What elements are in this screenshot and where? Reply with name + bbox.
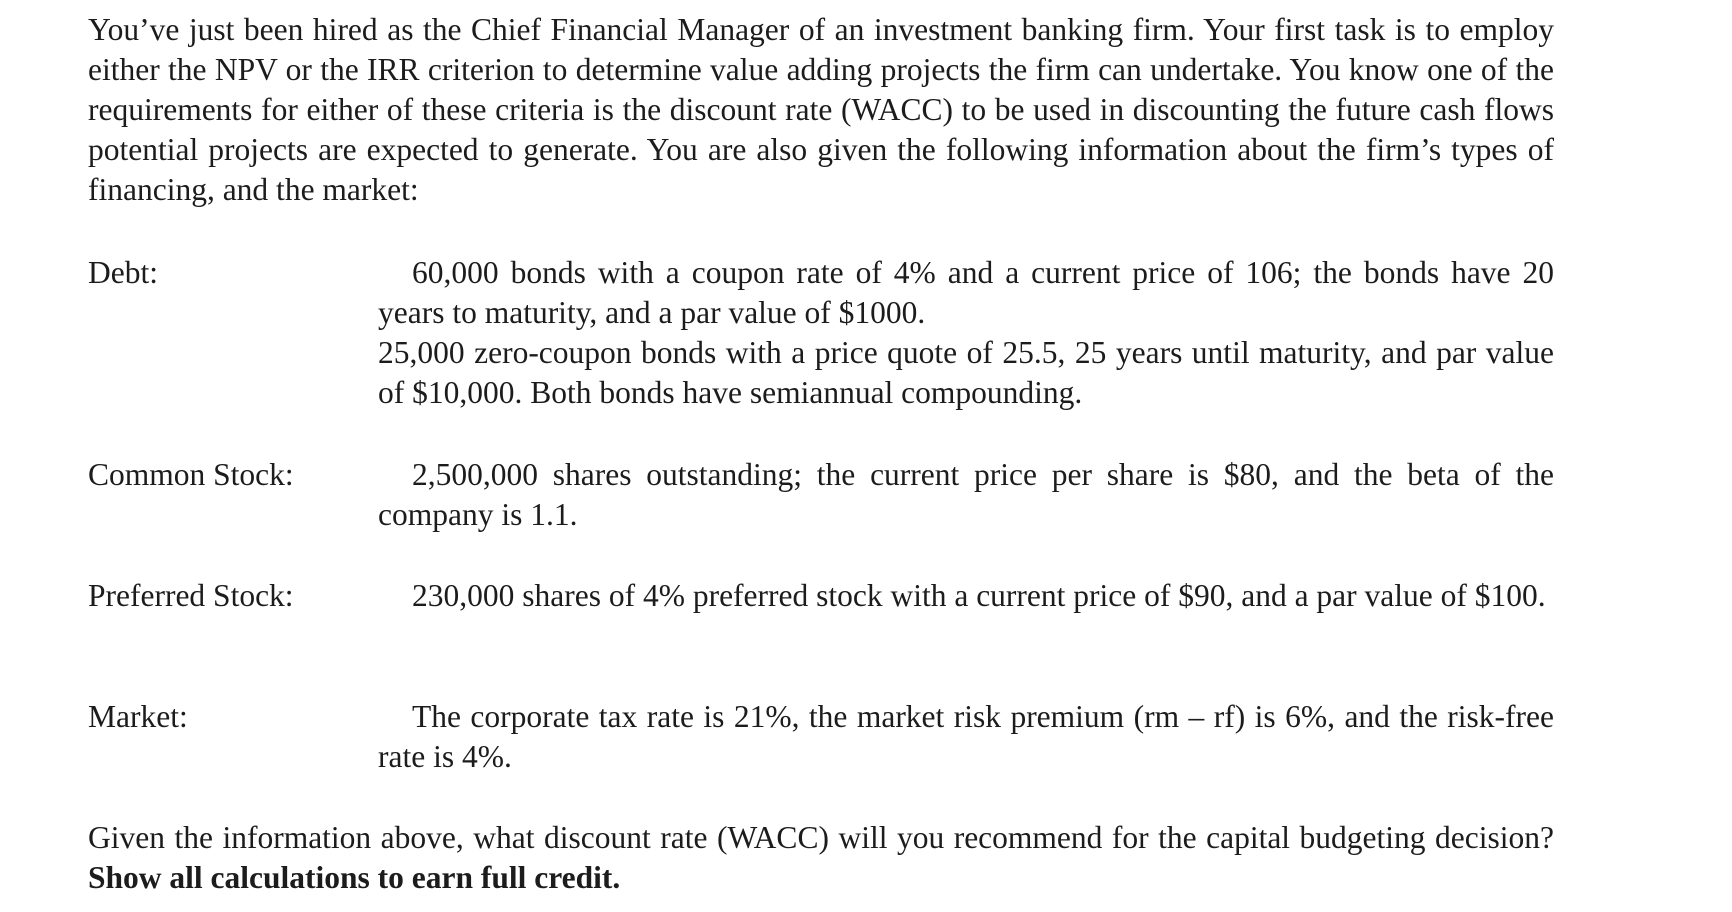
preferred-stock-text: 230,000 shares of 4% preferred stock with a current price of $90, and a par value of $100. — [412, 578, 1546, 613]
market-label: Market: — [88, 699, 188, 734]
common-stock-text: 2,500,000 shares outstanding; the current price per share is $80, and the beta of the company is 1.1. — [378, 457, 1554, 532]
market-content — [378, 697, 1554, 777]
question-paragraph — [88, 818, 1554, 898]
debt-label: Debt: — [88, 255, 158, 290]
common-stock-label: Common Stock: — [88, 457, 294, 492]
question-emphasis: Show all calculations to earn full credit. — [88, 860, 621, 895]
debt-coupon-bonds-text: 60,000 bonds with a coupon rate of 4% and a current price of 106; the bonds have 20 years to maturity, and a par value of $1000. — [378, 255, 1554, 330]
market-section — [88, 697, 1554, 777]
question-text: Given the information above, what discount rate (WACC) will you recommend for the capital budgeting decision? — [88, 820, 1554, 855]
preferred-stock-section — [88, 576, 1554, 616]
market-text: The corporate tax rate is 21%, the market risk premium (rm – rf) is 6%, and the risk-free rate is 4%. — [378, 699, 1554, 774]
debt-zero-coupon-bonds-text: 25,000 zero-coupon bonds with a price quote of 25.5, 25 years until maturity, and par value of $10,000. Both bonds have semiannual compounding. — [378, 335, 1554, 410]
preferred-stock-content — [378, 576, 1554, 616]
intro-paragraph: You’ve just been hired as the Chief Financial Manager of an investment banking firm. Your first task is to employ either the NPV or the IRR criterion to determine value adding projects the firm can undertake. You know one of the requirements for either of these criteria is the discount rate (WACC) to be used in discounting the future cash flows potential projects are expected to generate. You are also given the following information about the firm’s types of financing, and the market: — [88, 12, 1554, 207]
document-page — [88, 10, 1554, 895]
common-stock-section — [88, 455, 1554, 535]
preferred-stock-label: Preferred Stock: — [88, 578, 294, 613]
debt-section — [88, 253, 1554, 413]
debt-content — [378, 253, 1554, 413]
common-stock-content — [378, 455, 1554, 535]
